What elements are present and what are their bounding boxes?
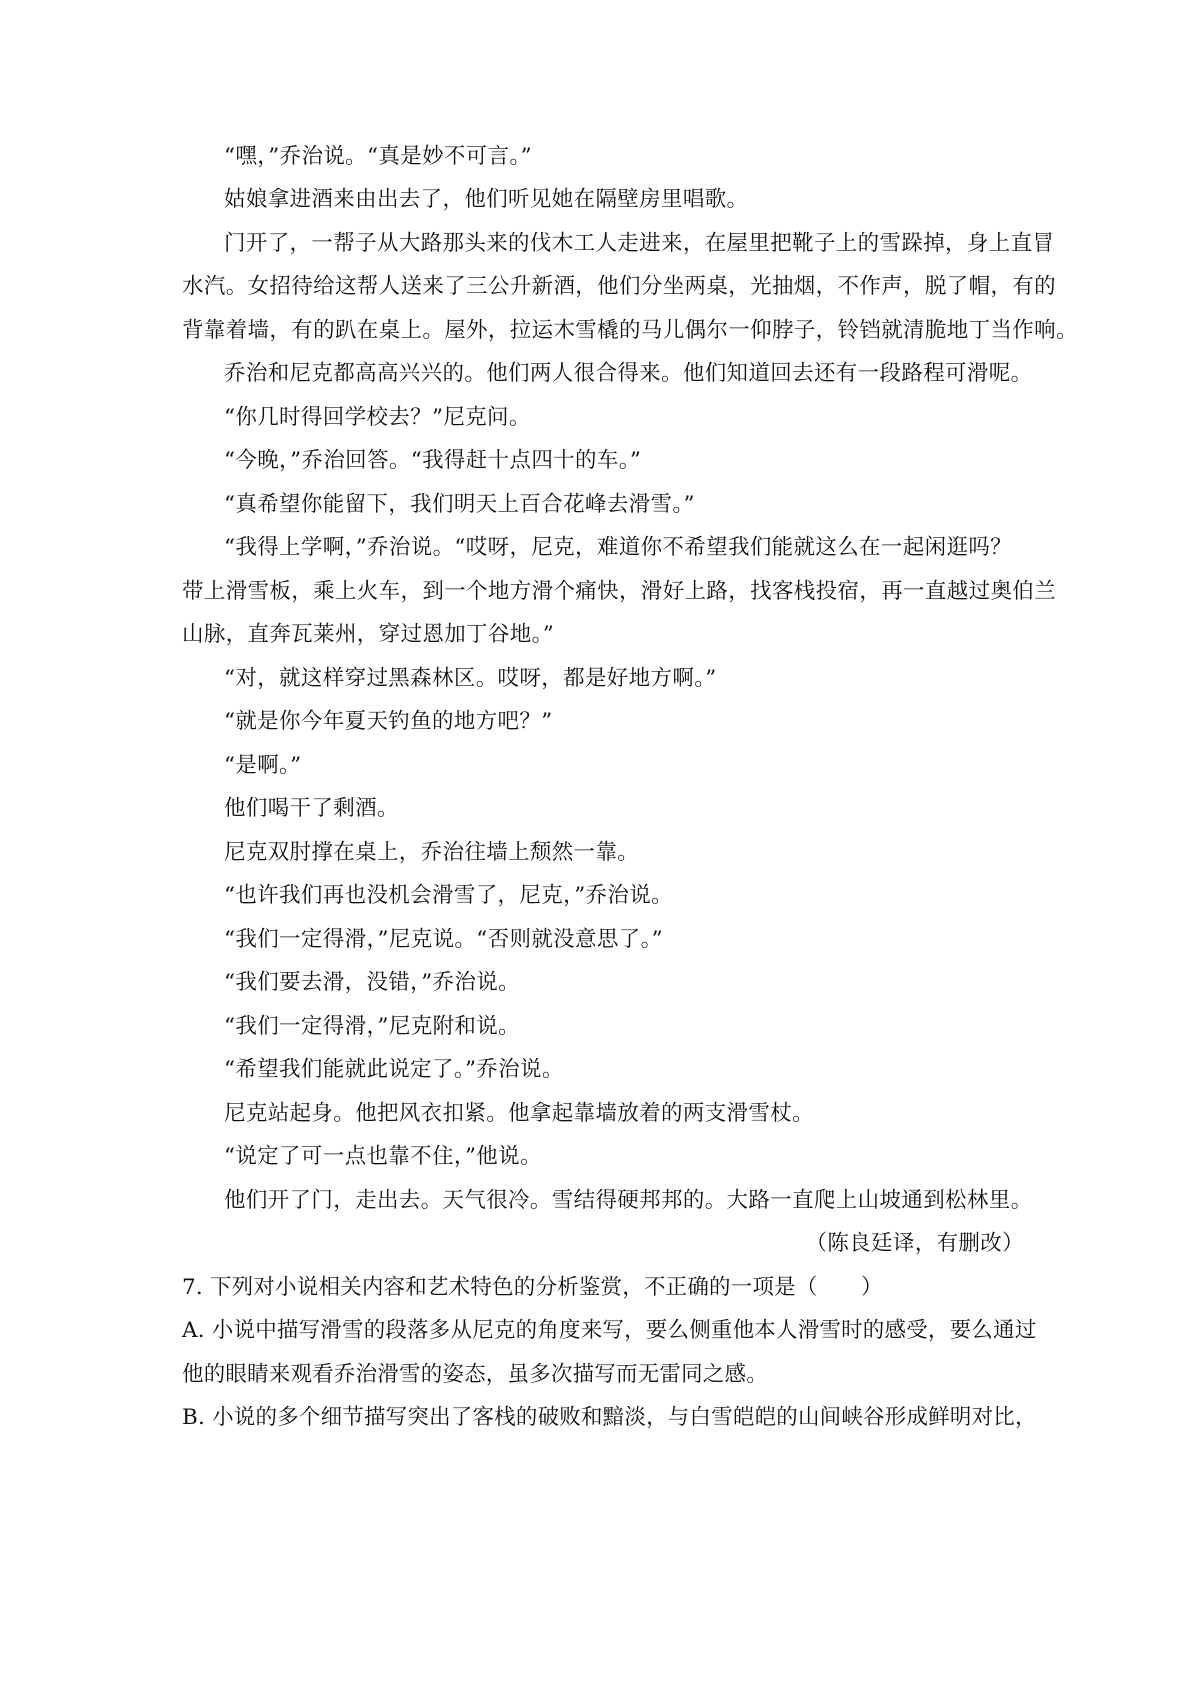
story-paragraph: “我们要去滑，没错，”乔治说。 bbox=[224, 970, 520, 995]
story-paragraph: “真希望你能留下，我们明天上百合花峰去滑雪。” bbox=[224, 492, 695, 517]
story-paragraph: “嘿，”乔治说。“真是妙不可言。” bbox=[224, 144, 532, 169]
option-b: B. 小说的多个细节描写突出了客栈的破败和黯淡，与白雪皑皑的山间峡谷形成鲜明对比， bbox=[182, 1405, 1037, 1430]
story-paragraph: 他们开了门，走出去。天气很冷。雪结得硬邦邦的。大路一直爬上山坡通到松林里。 bbox=[224, 1188, 1033, 1213]
story-paragraph: “今晚，”乔治回答。“我得赶十点四十的车。” bbox=[224, 448, 642, 473]
translator-attribution: （陈良廷译，有删改） bbox=[805, 1231, 1024, 1256]
option-a-continued: 他的眼睛来观看乔治滑雪的姿态，虽多次描写而无雷同之感。 bbox=[182, 1362, 768, 1387]
story-paragraph: 尼克双肘撑在桌上，乔治往墙上颓然一靠。 bbox=[224, 840, 640, 865]
story-paragraph: “说定了可一点也靠不住，”他说。 bbox=[224, 1144, 542, 1169]
story-paragraph: “对，就这样穿过黑森林区。哎呀，都是好地方啊。” bbox=[224, 666, 717, 691]
story-paragraph: 门开了，一帮子从大路那头来的伐木工人走进来，在屋里把靴子上的雪跺掉，身上直冒 bbox=[224, 231, 1055, 256]
story-paragraph: 他们喝干了剩酒。 bbox=[224, 796, 399, 821]
story-paragraph-continued: 背靠着墙，有的趴在桌上。屋外，拉运木雪橇的马儿偶尔一仰脖子，铃铛就清脆地丁当作响。 bbox=[182, 318, 1078, 343]
story-paragraph: “我们一定得滑，”尼克说。“否则就没意思了。” bbox=[224, 927, 664, 952]
story-paragraph: “我们一定得滑，”尼克附和说。 bbox=[224, 1014, 520, 1039]
story-paragraph-continued: 山脉，直奔瓦莱州，穿过恩加丁谷地。” bbox=[182, 622, 555, 647]
story-paragraph: “你几时得回学校去？”尼克问。 bbox=[224, 405, 531, 430]
story-paragraph: “也许我们再也没机会滑雪了，尼克，”乔治说。 bbox=[224, 883, 673, 908]
story-paragraph: 姑娘拿进酒来由出去了，他们听见她在隔壁房里唱歌。 bbox=[224, 187, 749, 212]
story-paragraph: 乔治和尼克都高高兴兴的。他们两人很合得来。他们知道回去还有一段路程可滑呢。 bbox=[224, 361, 1033, 386]
story-paragraph: “是啊。” bbox=[224, 753, 302, 778]
story-paragraph-continued: 带上滑雪板，乘上火车，到一个地方滑个痛快，滑好上路，找客栈投宿，再一直越过奥伯兰 bbox=[182, 579, 1057, 604]
story-paragraph: “希望我们能就此说定了。”乔治说。 bbox=[224, 1057, 564, 1082]
story-paragraph: “就是你今年夏天钓鱼的地方吧？” bbox=[224, 709, 553, 734]
option-a: A. 小说中描写滑雪的段落多从尼克的角度来写，要么侧重他本人滑雪时的感受，要么通过 bbox=[182, 1318, 1037, 1343]
story-paragraph: “我得上学啊，”乔治说。“哎呀，尼克，难道你不希望我们能就这么在一起闲逛吗？ bbox=[224, 535, 1013, 560]
story-paragraph: 尼克站起身。他把风衣扣紧。他拿起靠墙放着的两支滑雪杖。 bbox=[224, 1101, 814, 1126]
question-stem: 7. 下列对小说相关内容和艺术特色的分析鉴赏，不正确的一项是（ ） bbox=[182, 1275, 883, 1300]
story-paragraph-continued: 水汽。女招待给这帮人送来了三公升新酒，他们分坐两桌，光抽烟，不作声，脱了帽，有的 bbox=[182, 274, 1057, 299]
